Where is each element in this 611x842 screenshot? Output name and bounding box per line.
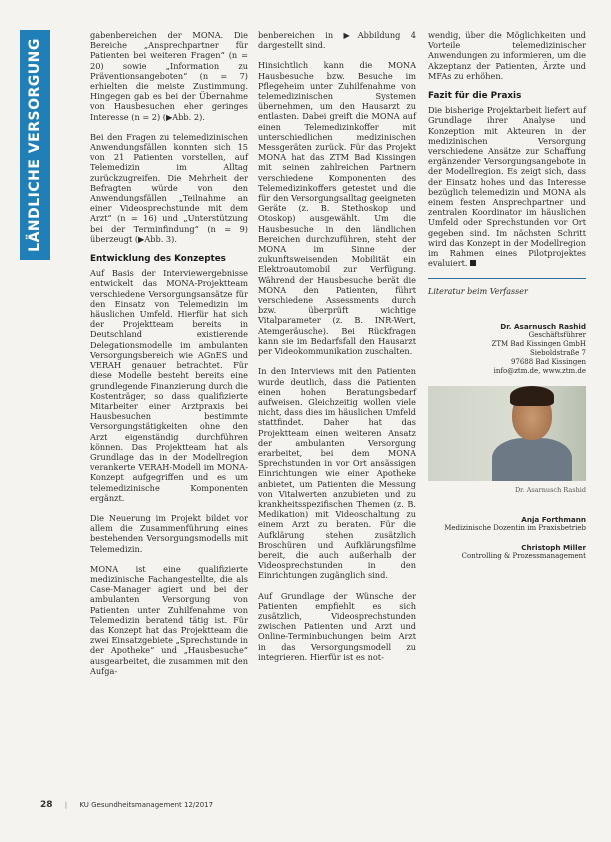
page-footer — [40, 800, 213, 810]
page-number: 28 — [40, 800, 53, 810]
author-block — [428, 515, 586, 533]
photo-caption: Dr. Asarnusch Rashid — [514, 485, 586, 494]
paragraph — [428, 105, 586, 268]
paragraph: wendig, über die Möglichkeiten und Vorteile telemedizinischer Anwendungen zu informieren, um die Akzeptanz der Patienten, Ärzte und MFAs zu erhöhen. — [428, 30, 586, 81]
journal-name: KU Gesundheitsmanagement 12/2017 — [79, 801, 214, 809]
paragraph: Die Neuerung im Projekt bildet vor allem die Zusammenführung eines bestehenden Versorgungsmodells mit Telemedizin. — [90, 512, 248, 554]
author-line: Controlling & Prozessmanagement — [461, 551, 586, 560]
paragraph: Auf Grundlage der Wünsche der Patienten empfiehlt es sich zusätzlich, Videosprechstunden zwischen Patienten und Arzt und Online-Terminbuchungen beim Arzt in das Versorgungsmodell zu integrieren. Hierfür ist es not- — [258, 590, 416, 662]
paragraph: Bei den Fragen zu telemedizinischen Anwendungsfällen konnten sich 15 von 21 Patienten vorstellen, auf Telemedizin im Alltag zurückzugreifen. Die Mehrheit der Befragten würde von den Anwendungsfällen „Teilnahme an einer Videosprechstunde mit dem Arzt“ (n = 16) und „Unterstützung bei der Terminfindung“ (n = 9) überzeugt (▶Abb. 3). — [90, 131, 248, 244]
author-line: ZTM Bad Kissingen GmbH — [491, 339, 586, 348]
section-heading: Entwicklung des Konzeptes — [90, 254, 226, 265]
author-photo — [428, 386, 586, 481]
author-line: Geschäftsführer — [528, 330, 586, 339]
end-mark-icon — [470, 260, 476, 266]
author-name: Christoph Miller — [521, 542, 586, 552]
author-line: Medizinische Dozentin im Praxisbetrieb — [444, 523, 586, 532]
paragraph: gabenbereichen der MONA. Die Bereiche „Ansprechpartner für Patienten bei weiteren Fragen“ (n = 20) sowie „Information zu Präventionsangeboten“ (n = 7) erhielten die meiste Zustimmung. Hingegen gab es bei der Übernahme von Hausbesuchen eher geringes Interesse (n = 2) (▶Abb. 2). — [90, 30, 248, 122]
paragraph: benbereichen in ▶Abbildung 4 dargestellt sind. — [258, 30, 416, 51]
photo-hair — [510, 386, 554, 406]
divider — [428, 278, 586, 279]
paragraph: Auf Basis der Interviewergebnisse entwickelt das MONA-Projektteam verschiedene Versorgungsansätze für den Einsatz von Telemedizin im häuslichen Umfeld. Hierfür hat sich der Projektteam bereits in Deutschland existierende Delegationsmodelle im ambulanten Versorgungsbereich wie AGnES und VERAH genauer betrachtet. Für diese Modelle besteht bereits eine grundlegende Finanzierung durch die Kostenträger, so dass qualifizierte Mitarbeiter einer Arztpraxis bei Hausbesuchen bestimmte Versorgungstätigkeiten ohne den Arzt eigenständig durchführen können. Das Projektteam hat als Grundlage das in der Modellregion verankerte VERAH-Modell im MONA-Konzept aufgegriffen und es um telemedizinische Komponenten ergänzt. — [90, 268, 248, 503]
footer-separator: | — [64, 801, 68, 809]
author-name: Dr. Asarnusch Rashid — [500, 321, 586, 331]
author-line: info@ztm.de, www.ztm.de — [493, 366, 586, 375]
author-block — [428, 543, 586, 561]
text-column-1 — [90, 30, 248, 686]
author-name: Anja Forthmann — [521, 514, 586, 524]
conclusion-text: Die bisherige Projektarbeit liefert auf Grundlage ihrer Analyse und Konzeption mit Akteuren in der medizinischen Versorgung verschiedene Ansätze zur Schaffung ergänzender Versorgungsangebote in der Modellregion. Es zeigt sich, dass der Einsatz hohes und das Interesse bezüglich telemedizin und MONA als einem festen Ansprechpartner und zentralen Koordinator im häuslichen Umfeld oder Sprechstunden vor Ort gegeben sind. Im nächsten Schritt wird das Konzept in der Modellregion im Rahmen eines Pilotprojektes evaluiert. — [428, 105, 586, 269]
paragraph: MONA ist eine qualifizierte medizinische Fachangestellte, die als Case-Manager agiert und bei der ambulanten Versorgung von Patienten unter Zuhilfenahme von Telemedizin beratend tätig ist. Für das Konzept hat das Projektteam die zwei Einsatzgebiete „Sprechstunde in der Apotheke“ und „Hausbesuche“ ausgearbeitet, die zusammen mit den Aufga- — [90, 563, 248, 676]
text-column-2 — [258, 30, 416, 672]
photo-body — [492, 438, 572, 481]
author-line: 97688 Bad Kissingen — [510, 357, 586, 366]
paragraph: Hinsichtlich kann die MONA Hausbesuche bzw. Besuche im Pflegeheim unter Zuhilfenahme von telemedizinischen Systemen übernehmen, um den Hausarzt zu entlasten. Dabei greift die MONA auf einen Telemedizinkoffer mit unterschiedlichen medizinischen Messgeräten zurück. Für das Projekt MONA hat das ZTM Bad Kissingen mit seinen zahlreichen Partnern verschiedene Komponenten des Telemedizinkoffers getestet und die für den Versorgungsalltag geeigneten Geräte (z. B. Stethoskop und Otoskop) ausgewählt. Um die Hausbesuche in den ländlichen Bereichen durchzuführen, steht der MONA im Sinne der zukunftsweisenden Mobilität ein Elektroautomobil zur Verfügung. Während der Hausbesuche berät die MONA den Patienten, führt verschiedene Assessments durch bzw. überprüft wichtige Vitalparameter (z. B. INR-Wert, Atemgeräusche). Bei Rückfragen kann sie im Bedarfsfall den Hausarzt per Videokommunikation zuschalten. — [258, 60, 416, 357]
text-column-3 — [428, 30, 586, 571]
author-block — [428, 322, 586, 376]
section-heading: Fazit für die Praxis — [428, 91, 522, 102]
author-line: Sieboldstraße 7 — [529, 348, 586, 357]
literature-note: Literatur beim Verfasser — [428, 287, 528, 297]
paragraph: In den Interviews mit den Patienten wurde deutlich, dass die Patienten einen hohen Beratungsbedarf aufweisen. Gleichzeitig wollen viele nicht, dass dies im häuslichen Umfeld stattfindet. Daher hat das Projektteam einen weiteren Ansatz der ambulanten Versorgung erarbeitet, bei dem MONA Sprechstunden in vor Ort ansässigen Einrichtungen wie einer Apotheke anbietet, um Patienten die Messung von Vitalwerten anzubieten und zu krankheitsspezifischen Themen (z. B. Medikation) mit Videoschaltung zu einem Arzt zu beraten. Für die Aufklärung stehen zusätzlich Broschüren und Aufklärungsfilme bereit, die auch außerhalb der Videosprechstunden in den Einrichtungen zugänglich sind. — [258, 366, 416, 581]
section-tab: LÄNDLICHE VERSORGUNG — [20, 30, 50, 260]
